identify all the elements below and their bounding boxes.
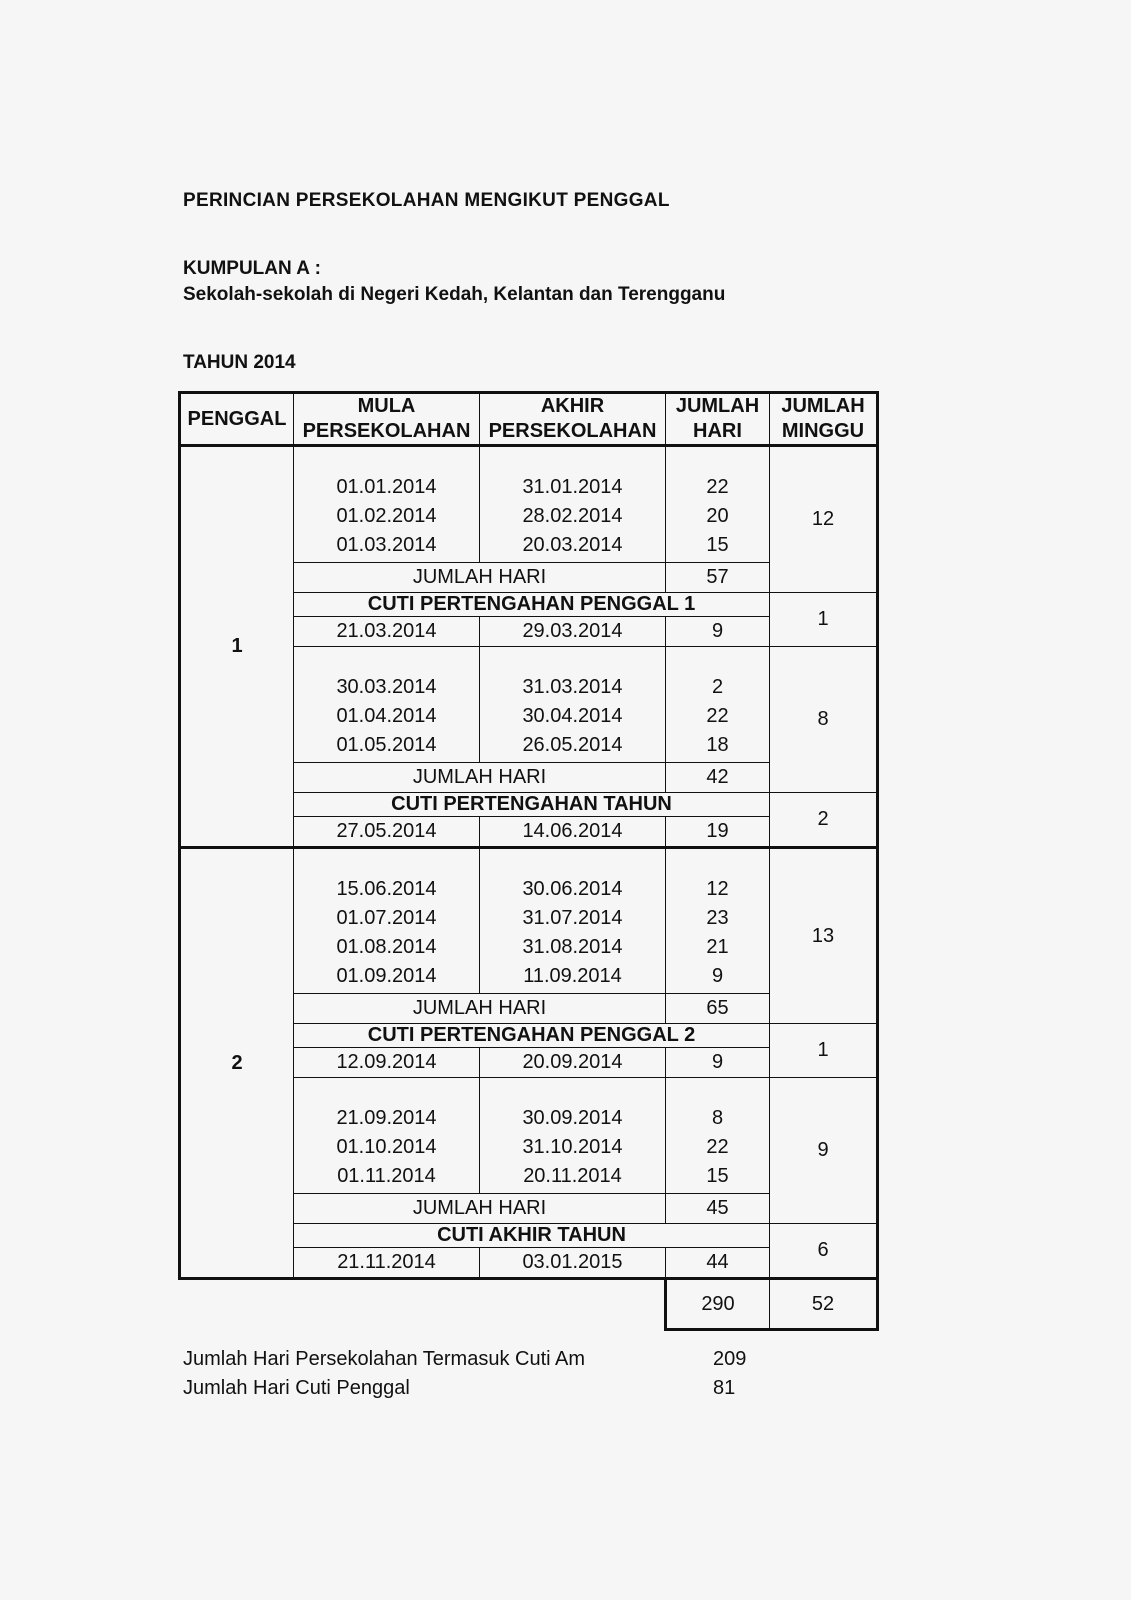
p2-cuti-1-mula: 12.09.2014 [294, 1048, 480, 1078]
p2-cuti-1-minggu: 1 [770, 1024, 878, 1078]
p2-b1-hari: 12 23 21 9 [666, 848, 770, 994]
p1-b1-jumlah: 57 [666, 563, 770, 593]
p1-b1-akhir: 31.01.2014 28.02.2014 20.03.2014 [480, 446, 666, 563]
p2-cuti-1-akhir: 20.09.2014 [480, 1048, 666, 1078]
header-jumlah-minggu: JUMLAH MINGGU [770, 393, 878, 446]
p2-b1-jumlah-label: JUMLAH HARI [294, 994, 666, 1024]
summary-value: 209 [713, 1348, 747, 1370]
p1-b1-jumlah-label: JUMLAH HARI [294, 563, 666, 593]
p1-b1-hari: 22 20 15 [666, 446, 770, 563]
p1-cuti-1-akhir: 29.03.2014 [480, 617, 666, 647]
header-mula: MULA PERSEKOLAHAN [294, 393, 480, 446]
p2-b1-mula: 15.06.2014 01.07.2014 01.08.2014 01.09.2014 [294, 848, 480, 994]
p1-cuti-1-minggu: 1 [770, 593, 878, 647]
p1-b1-mula: 01.01.2014 01.02.2014 01.03.2014 [294, 446, 480, 563]
p1-cuti-2-title: CUTI PERTENGAHAN TAHUN [294, 793, 770, 817]
table-row [180, 446, 878, 563]
p2-b2-mula: 21.09.2014 01.10.2014 01.11.2014 [294, 1078, 480, 1194]
header-penggal: PENGGAL [180, 393, 294, 446]
p2-cuti-2-title: CUTI AKHIR TAHUN [294, 1224, 770, 1248]
p1-cuti-1-title: CUTI PERTENGAHAN PENGGAL 1 [294, 593, 770, 617]
table-header-row [180, 393, 878, 446]
p2-cuti-2-hari: 44 [666, 1248, 770, 1279]
p2-b1-akhir: 30.06.2014 31.07.2014 31.08.2014 11.09.2014 [480, 848, 666, 994]
p1-b2-mula: 30.03.2014 01.04.2014 01.05.2014 [294, 647, 480, 763]
p2-cuti-2-mula: 21.11.2014 [294, 1248, 480, 1279]
p1-b2-jumlah-label: JUMLAH HARI [294, 763, 666, 793]
p2-b2-akhir: 30.09.2014 31.10.2014 20.11.2014 [480, 1078, 666, 1194]
p2-cuti-1-title: CUTI PERTENGAHAN PENGGAL 2 [294, 1024, 770, 1048]
p1-cuti-2-minggu: 2 [770, 793, 878, 848]
p2-cuti-2-akhir: 03.01.2015 [480, 1248, 666, 1279]
p1-b2-minggu: 8 [770, 647, 878, 793]
table-row [180, 848, 878, 994]
p2-b2-hari: 8 22 15 [666, 1078, 770, 1194]
totals-row [180, 1279, 878, 1330]
p1-cuti-1-hari: 9 [666, 617, 770, 647]
group-subtitle: Sekolah-sekolah di Negeri Kedah, Kelantan dan Terengganu [183, 284, 726, 305]
total-minggu: 52 [770, 1279, 878, 1330]
p1-cuti-2-mula: 27.05.2014 [294, 817, 480, 848]
total-hari: 290 [666, 1279, 770, 1330]
p1-b1-minggu: 12 [770, 446, 878, 593]
p2-b2-jumlah: 45 [666, 1194, 770, 1224]
p1-cuti-2-akhir: 14.06.2014 [480, 817, 666, 848]
p2-cuti-1-hari: 9 [666, 1048, 770, 1078]
p1-b2-jumlah: 42 [666, 763, 770, 793]
summary-value: 81 [713, 1377, 736, 1399]
group-label: KUMPULAN A : [183, 258, 321, 279]
document-title: PERINCIAN PERSEKOLAHAN MENGIKUT PENGGAL [183, 190, 670, 211]
summary-label: Jumlah Hari Persekolahan Termasuk Cuti Am [183, 1348, 586, 1370]
penggal-2-cell: 2 [180, 848, 294, 1279]
p2-b1-minggu: 13 [770, 848, 878, 1024]
p2-b2-jumlah-label: JUMLAH HARI [294, 1194, 666, 1224]
header-jumlah-hari: JUMLAH HARI [666, 393, 770, 446]
p2-b2-minggu: 9 [770, 1078, 878, 1224]
p1-cuti-1-mula: 21.03.2014 [294, 617, 480, 647]
p2-b1-jumlah: 65 [666, 994, 770, 1024]
p1-b2-akhir: 31.03.2014 30.04.2014 26.05.2014 [480, 647, 666, 763]
p1-cuti-2-hari: 19 [666, 817, 770, 848]
penggal-1-cell: 1 [180, 446, 294, 848]
schedule-table [178, 391, 879, 1331]
header-akhir: AKHIR PERSEKOLAHAN [480, 393, 666, 446]
p1-b2-hari: 2 22 18 [666, 647, 770, 763]
p2-cuti-2-minggu: 6 [770, 1224, 878, 1279]
year-label: TAHUN 2014 [183, 352, 296, 373]
summary-label: Jumlah Hari Cuti Penggal [183, 1377, 410, 1399]
